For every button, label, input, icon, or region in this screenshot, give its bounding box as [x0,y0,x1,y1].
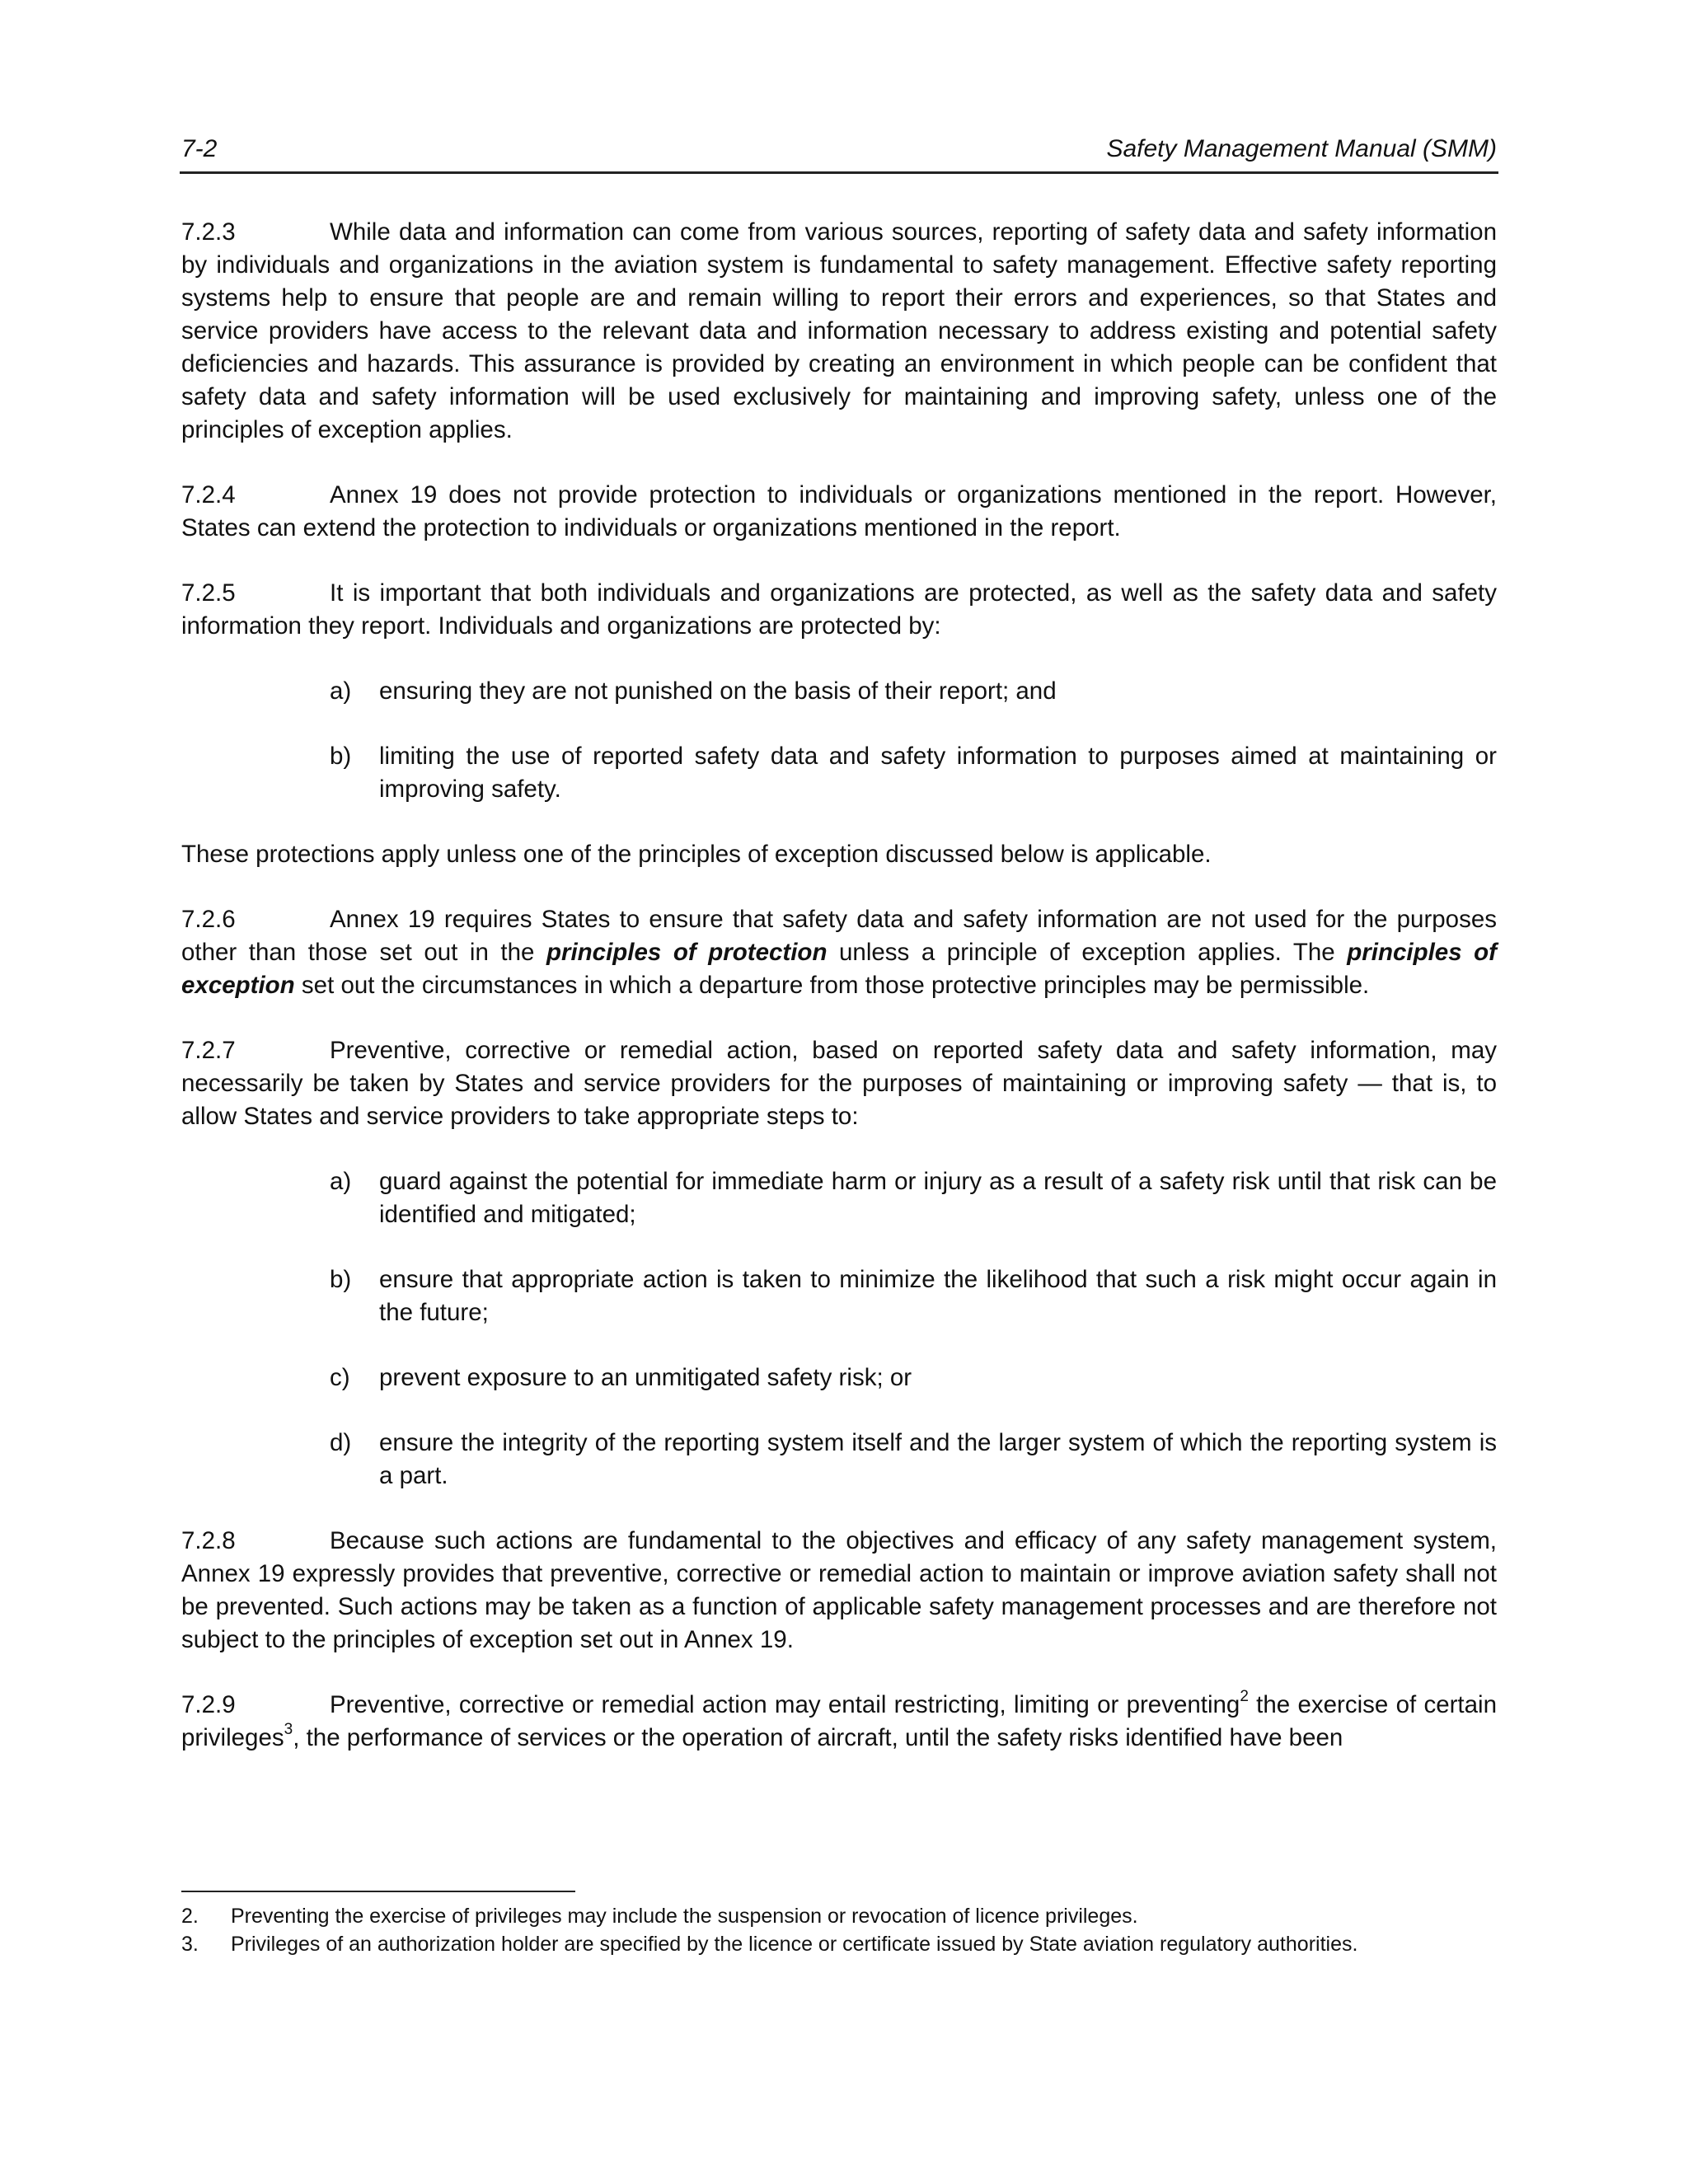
footnote-text: Preventing the exercise of privileges may include the suspension or revocation of licence privileges. [231,1905,1138,1928]
list-item-text: ensure the integrity of the reporting system itself and the larger system of which the reporting system is a part. [379,1429,1497,1489]
list-item-text: prevent exposure to an unmitigated safety risk; or [379,1364,912,1391]
footnote-number: 3. [181,1933,199,1956]
paragraph-text: , the performance of services or the operation of aircraft, until the safety risks identified have been [293,1724,1343,1751]
footnote-item [181,1930,1500,1958]
document-title: Safety Management Manual (SMM) [1106,135,1497,162]
page-header [180,130,1498,174]
list-item-text: limiting the use of reported safety data and safety information to purposes aimed at maintaining or improving safety. [379,743,1497,803]
paragraph-text: set out the circumstances in which a departure from those protective principles may be permissible. [294,972,1370,999]
paragraph-text: Preventive, corrective or remedial action, based on reported safety data and safety information, may necessarily be taken by States and service providers for the purposes of maintaining or improving safety — that is, to allow States and service providers to take appropriate steps to: [181,1037,1497,1130]
list-item-label: d) [330,1429,352,1456]
list-item [330,1263,1497,1329]
list-item-label: c) [330,1364,350,1391]
footnote-separator [181,1891,575,1892]
list-item [330,740,1497,806]
paragraph-number: 7.2.6 [181,906,236,933]
page-number: 7-2 [181,135,218,162]
paragraph-7-2-6 [181,903,1497,1002]
paragraph-text: unless a principle of exception applies. The [827,939,1348,966]
list-item-label: b) [330,743,352,770]
paragraph-text: the exercise of certain privileges [181,1691,1497,1751]
action-list [181,1165,1497,1493]
paragraph-7-2-4 [181,479,1497,545]
footnote-ref-2[interactable]: 2 [1240,1687,1249,1705]
footnotes [181,1902,1500,1958]
list-item-text: ensure that appropriate action is taken to minimize the likelihood that such a risk might occur again in the future; [379,1266,1497,1326]
paragraph-7-2-7 [181,1034,1497,1133]
list-item-label: b) [330,1266,352,1293]
footnote-ref-3[interactable]: 3 [284,1720,293,1738]
paragraph-number: 7.2.3 [181,218,236,246]
list-item-label: a) [330,677,352,705]
footnote-text: Privileges of an authorization holder are specified by the licence or certificate issued by State aviation regulatory authorities. [231,1933,1358,1956]
protection-list [181,675,1497,806]
footnote-item [181,1902,1500,1930]
page-body [181,216,1497,1787]
paragraph-text: Annex 19 does not provide protection to individuals or organizations mentioned in the report. However, States can extend the protection to individuals or organizations mentioned in the report. [181,481,1497,541]
list-item [330,1361,1497,1394]
paragraph-7-2-5 [181,577,1497,643]
paragraph-7-2-9 [181,1689,1497,1755]
paragraph-number: 7.2.7 [181,1037,236,1064]
footnote-number: 2. [181,1905,199,1928]
paragraph-number: 7.2.9 [181,1691,236,1718]
list-item [330,1427,1497,1493]
paragraph-number: 7.2.4 [181,481,236,509]
paragraph-text: Annex 19 requires States to ensure that safety data and safety information are not used for the purposes other than those set out in the [181,906,1497,966]
paragraph-text: Preventive, corrective or remedial action may entail restricting, limiting or preventing [330,1691,1240,1718]
paragraph-text: While data and information can come from various sources, reporting of safety data and safety information by individuals and organizations in the aviation system is fundamental to safety management. Effective safety reporting systems help to ensure that people are and remain willing to report their errors and experiences, so that States and service providers have access to the relevant data and information necessary to address existing and potential safety deficiencies and hazards. This assurance is provided by creating an environment in which people can be confident that safety data and safety information will be used exclusively for maintaining and improving safety, unless one of the principles of exception applies. [181,218,1497,443]
emphasis-principles-of-protection: principles of protection [546,939,828,966]
list-item-text: ensuring they are not punished on the basis of their report; and [379,677,1057,705]
paragraph-protections-note: These protections apply unless one of the principles of exception discussed below is applicable. [181,841,1212,868]
list-item [330,675,1497,708]
paragraph-7-2-3 [181,216,1497,447]
paragraph-7-2-8 [181,1525,1497,1657]
list-item-label: a) [330,1168,352,1195]
paragraph-number: 7.2.8 [181,1527,236,1554]
paragraph-number: 7.2.5 [181,579,236,607]
list-item-text: guard against the potential for immediate harm or injury as a result of a safety risk until that risk can be identified and mitigated; [379,1168,1497,1228]
list-item [330,1165,1497,1231]
paragraph-text: Because such actions are fundamental to the objectives and efficacy of any safety management system, Annex 19 expressly provides that preventive, corrective or remedial action to maintain or improve aviation safety shall not be prevented. Such actions may be taken as a function of applicable safety management processes and are therefore not subject to the principles of exception set out in Annex 19. [181,1527,1497,1653]
emphasis-principles-of-exception: principles of exception [181,939,1497,999]
paragraph-text: It is important that both individuals and organizations are protected, as well as the safety data and safety information they report. Individuals and organizations are protected by: [181,579,1497,640]
